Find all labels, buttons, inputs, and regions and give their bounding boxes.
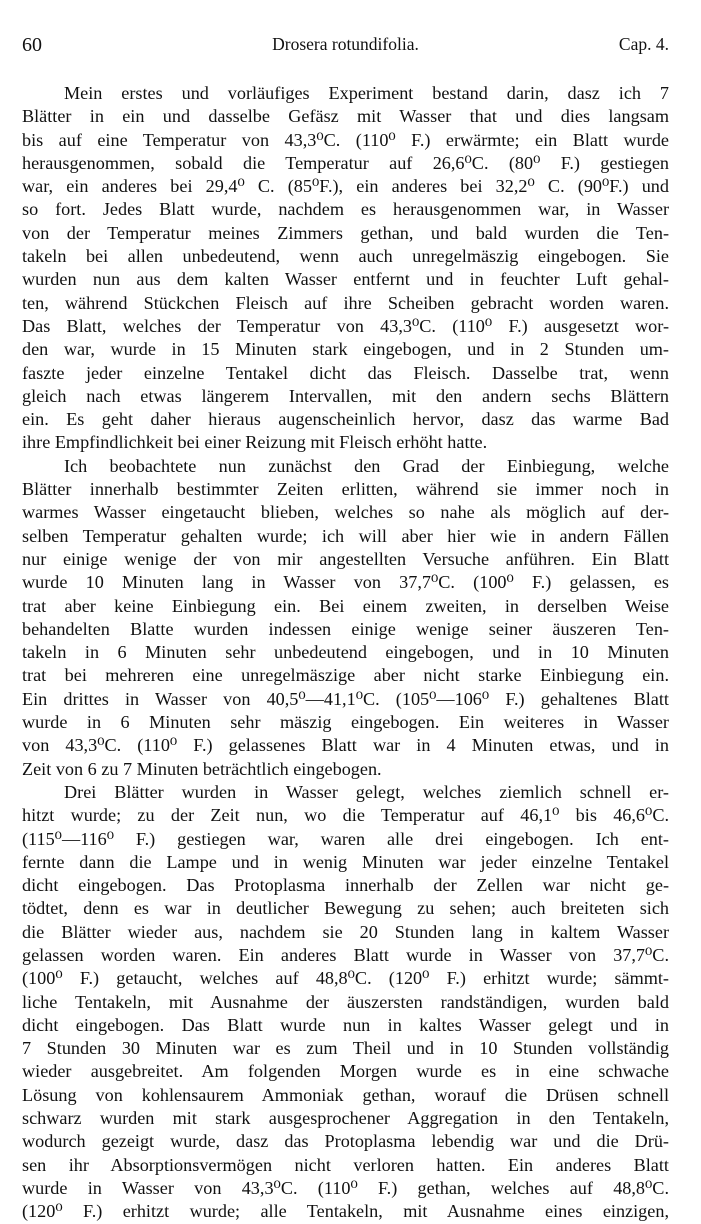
text-line: wurden nun aus dem kalten Wasser entfernt und in feuchter Luft gehal- bbox=[22, 269, 669, 290]
text-line: tödtet, denn es war in deutlicher Bewegung zu sehen; auch breiteten sich bbox=[22, 898, 669, 919]
text-line: faszte jeder einzelne Tentakel dicht das Fleisch. Dasselbe trat, wenn bbox=[22, 362, 669, 383]
text-line: Ich beobachtete nun zunächst den Grad der Einbiegung, welche bbox=[64, 455, 669, 476]
text-line: selben Temperatur gehalten wurde; ich will aber hier wie in andern Fällen bbox=[22, 525, 669, 546]
text-line: gelassen worden waren. Ein anderes Blatt wurde in Wasser von 37,7⁰C. bbox=[22, 944, 669, 965]
text-line: (120⁰ F.) erhitzt wurde; alle Tentakeln, mit Ausnahme eines einzigen, bbox=[22, 1201, 669, 1222]
running-title: Drosera rotundifolia. bbox=[272, 34, 419, 54]
text-line: 7 Stunden 30 Minuten war es zum Theil und in 10 Stunden vollständig bbox=[22, 1038, 669, 1059]
page-header bbox=[22, 30, 669, 60]
text-line: Blätter innerhalb bestimmter Zeiten erlitten, während sie immer noch in bbox=[22, 479, 669, 500]
paragraph bbox=[22, 455, 669, 781]
text-line: gleich nach etwas längerem Intervallen, mit den andern sechs Blättern bbox=[22, 385, 669, 406]
body-text bbox=[22, 82, 669, 1224]
text-line: sen ihr Absorptionsvermögen nicht verloren hatten. Ein anderes Blatt bbox=[22, 1154, 669, 1175]
text-line: Mein erstes und vorläufiges Experiment bestand darin, dasz ich 7 bbox=[64, 83, 669, 103]
text-line: behandelten Blatte wurden indessen einige wenige seiner äuszeren Ten- bbox=[22, 618, 669, 639]
text-line: (115⁰—116⁰ F.) gestiegen war, waren alle drei eingebogen. Ich ent- bbox=[22, 828, 669, 849]
text-line: bis auf eine Temperatur von 43,3⁰C. (110⁰ F.) erwärmte; ein Blatt wurde bbox=[22, 129, 669, 150]
paragraph bbox=[22, 781, 669, 1224]
text-line: Ein drittes in Wasser von 40,5⁰—41,1⁰C. (105⁰—106⁰ F.) gehaltenes Blatt bbox=[22, 688, 669, 709]
text-line: trat aber keine Einbiegung ein. Bei einem zweiten, in derselben Weise bbox=[22, 595, 669, 616]
text-line: so fort. Jedes Blatt wurde, nachdem es herausgenommen war, in Wasser bbox=[22, 199, 669, 220]
text-line: liche Tentakeln, mit Ausnahme der äuszersten randständigen, wurden bald bbox=[22, 991, 669, 1012]
text-line: Zeit von 6 zu 7 Minuten beträchtlich eingebogen. bbox=[22, 758, 382, 779]
text-line: fernte dann die Lampe und in wenig Minuten war jeder einzelne Tentakel bbox=[22, 851, 669, 872]
text-line: schwarz wurden mit stark ausgesprochener Aggregation in den Tentakeln, bbox=[22, 1108, 669, 1129]
text-line: den war, wurde in 15 Minuten stark eingebogen, und in 2 Stunden um- bbox=[22, 339, 669, 360]
text-line: ein. Es geht daher hieraus augenscheinlich hervor, dasz das warme Bad bbox=[22, 409, 669, 430]
text-line: von 43,3⁰C. (110⁰ F.) gelassenes Blatt war in 4 Minuten etwas, und in bbox=[22, 735, 669, 756]
text-line: ten, während Stückchen Fleisch auf ihre Scheiben gebracht worden waren. bbox=[22, 292, 669, 313]
text-line: die Blätter wieder aus, nachdem sie 20 Stunden lang in kaltem Wasser bbox=[22, 921, 669, 942]
chapter-label: Cap. 4. bbox=[618, 34, 669, 54]
text-line: wurde in Wasser von 43,3⁰C. (110⁰ F.) gethan, welches auf 48,8⁰C. bbox=[22, 1177, 669, 1198]
text-line: takeln in 6 Minuten sehr unbedeutend eingebogen, und in 10 Minuten bbox=[22, 642, 669, 663]
text-line: von der Temperatur meines Zimmers gethan, und bald wurden die Ten- bbox=[22, 222, 669, 243]
text-line: Blätter in ein und dasselbe Gefäsz mit Wasser that und dies langsam bbox=[22, 106, 669, 127]
text-line: takeln bei allen unbedeutend, wenn auch unregelmäszig eingebogen. Sie bbox=[22, 246, 669, 267]
text-line: wurde 10 Minuten lang in Wasser von 37,7⁰C. (100⁰ F.) gelassen, es bbox=[22, 572, 669, 593]
text-line: Drei Blätter wurden in Wasser gelegt, welches ziemlich schnell er- bbox=[64, 781, 669, 802]
text-line: hitzt wurde; zu der Zeit nun, wo die Temperatur auf 46,1⁰ bis 46,6⁰C. bbox=[22, 805, 669, 826]
text-line: nur einige wenige der von mir angestellten Versuche anführen. Ein Blatt bbox=[22, 548, 669, 569]
text-line: wieder ausgebreitet. Am folgenden Morgen wurde es in eine schwache bbox=[22, 1061, 669, 1082]
text-line: war, ein anderes bei 29,4⁰ C. (85⁰F.), ein anderes bei 32,2⁰ C. (90⁰F.) und bbox=[22, 176, 669, 197]
text-line: wurde in 6 Minuten sehr mäszig eingebogen. Ein weiteres in Wasser bbox=[22, 712, 669, 733]
text-line: trat bei mehreren eine unregelmäszige aber nicht starke Einbiegung ein. bbox=[22, 665, 669, 686]
text-line: Das Blatt, welches der Temperatur von 43,3⁰C. (110⁰ F.) ausgesetzt wor- bbox=[22, 315, 669, 336]
paragraph bbox=[22, 82, 669, 455]
text-line: Lösung von kohlensaurem Ammoniak gethan, worauf die Drüsen schnell bbox=[22, 1084, 669, 1105]
text-line: warmes Wasser eingetaucht blieben, welches so nahe als möglich auf der- bbox=[22, 502, 669, 523]
text-line: dicht eingebogen. Das Blatt wurde nun in kaltes Wasser gelegt und in bbox=[22, 1014, 669, 1035]
page-number: 60 bbox=[22, 34, 42, 56]
text-line: wodurch gezeigt wurde, dasz das Protoplasma lebendig war und die Drü- bbox=[22, 1131, 669, 1152]
text-line: herausgenommen, sobald die Temperatur auf 26,6⁰C. (80⁰ F.) gestiegen bbox=[22, 152, 669, 173]
text-line: (100⁰ F.) getaucht, welches auf 48,8⁰C. (120⁰ F.) erhitzt wurde; sämmt- bbox=[22, 968, 669, 989]
text-line: ihre Empfindlichkeit bei einer Reizung mit Fleisch erhöht hatte. bbox=[22, 432, 488, 453]
text-line: dicht eingebogen. Das Protoplasma innerhalb der Zellen war nicht ge- bbox=[22, 875, 669, 896]
